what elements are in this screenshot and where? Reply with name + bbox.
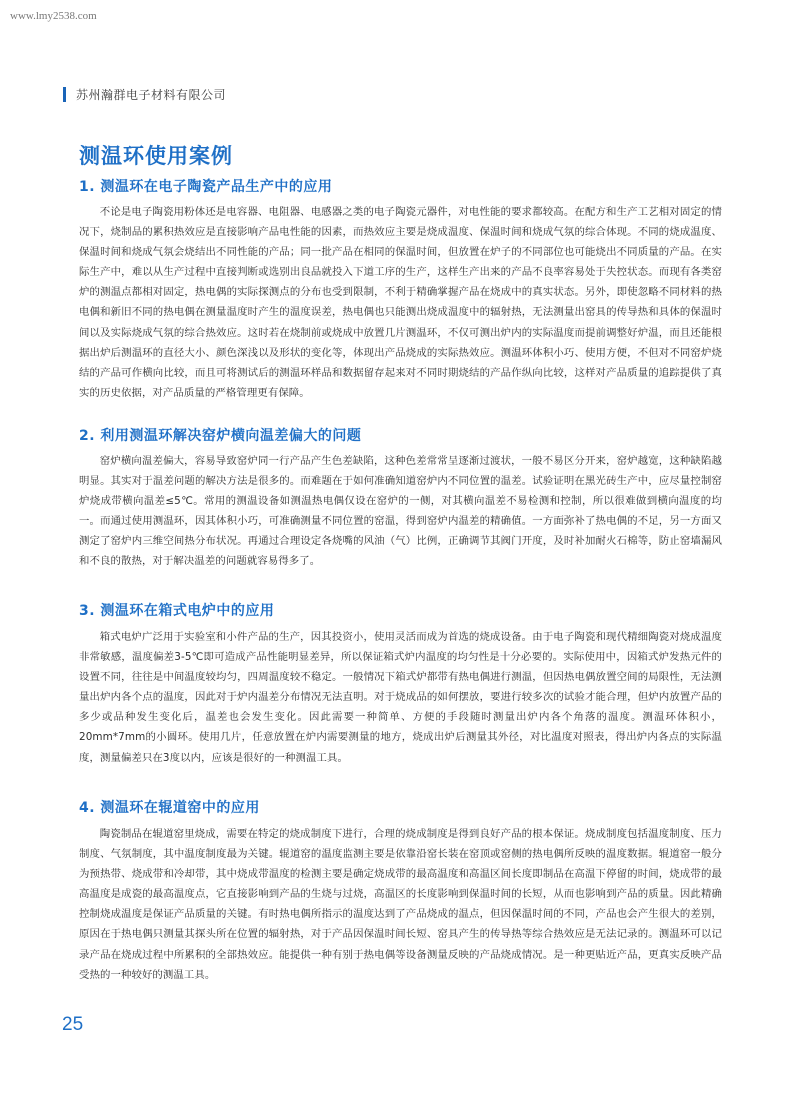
- section-body-2: 窑炉横向温差偏大，容易导致窑炉同一行产品产生色差缺陷，这种色差常常呈逐渐过渡状，一般不易区分开来，窑炉越宽，这种缺陷越明显。其实对于温差问题的解决方法是很多的。而难题在于如何准确知道窑炉内不同位置的温差。试验证明在黑光砖生产中，应尽量控制窑炉烧成带横向温差≤5℃。常用的测温设备如测温热电偶仅设在窑炉的一侧，对其横向温差不易检测和控制，所以很难做到横向温度的均一。而通过使用测温环，因其体积小巧，可准确测量不同位置的窑温，得到窑炉内温差的精确值。一方面弥补了热电偶的不足，另一方面又测定了窑炉内三维空间热分布状况。再通过合理设定各烧嘴的风油（气）比例，正确调节其阀门开度，及时补加耐火石棉等，防止窑墙漏风和不良的散热，对于解决温差的问题就容易得多了。: [79, 455, 722, 568]
- section-title-2: 2. 利用测温环解决窑炉横向温差偏大的问题: [79, 428, 362, 444]
- header-accent-bar: [63, 87, 66, 102]
- page-title: 测温环使用案例: [79, 144, 233, 168]
- section-body-3: 箱式电炉广泛用于实验室和小件产品的生产，因其投资小，使用灵活而成为首选的烧成设备。由于电子陶瓷和现代精细陶瓷对烧成温度非常敏感，温度偏差3-5℃即可造成产品性能明显差异，所以保证箱式炉内温度的均匀性是十分必要的。实际使用中，因箱式炉发热元件的设置不同，往往是中间温度较均匀，四周温度较不稳定。一般情况下箱式炉都带有热电偶进行测温，但因热电偶放置空间的局限性，无法测量出炉内各个点的温度，因此对于炉内温差分布情况无法直明。对于烧成品的如何摆放，要进行较多次的试验才能合理，但炉内放置产品的多少或品种发生变化后，温差也会发生变化。因此需要一种简单、方便的手段随时测量出炉内各个角落的温度。测温环体积小，20mm*7mm的小圆环。使用几片，任意放置在炉内需要测量的地方，烧成出炉后测量其外径，对比温度对照表，得出炉内各点的实际温度，测量偏差只在3度以内，应该是很好的一种测温工具。: [79, 631, 722, 764]
- page-header: [63, 86, 226, 102]
- section-body-4: 陶瓷制品在辊道窑里烧成，需要在特定的烧成制度下进行，合理的烧成制度是得到良好产品的根本保证。烧成制度包括温度制度、压力制度、气氛制度，其中温度制度最为关键。辊道窑的温度监测主要是依靠沿窑长装在窑顶或窑侧的热电偶所反映的温度数据。辊道窑一般分为预热带、烧成带和冷却带，其中烧成带温度的检测主要是确定烧成带的最高温度和高温区间长度即制品在高温下停留的时间，烧成带的最高温度是成瓷的最高温度点，它直接影响到产品的生烧与过烧，高温区的长度影响到保温时间的长短，从而也影响到产品的质量。因此精确控制烧成温度是保证产品质量的关键。有时热电偶所指示的温度达到了产品烧成的温点，但因保温时间的不同，产品也会产生很大的差别，原因在于热电偶只测量其探头所在位置的辐射热，对于产品因保温时间长短、窑具产生的传导热等综合热效应是无法记录的。测温环可以记录产品在烧成过程中所累积的全部热效应。能提供一种有别于热电偶等设备测量反映的产品烧成情况。是一种更贴近产品，更真实反映产品受热的一种较好的测温工具。: [79, 828, 722, 981]
- section-body-1: 不论是电子陶瓷用粉体还是电容器、电阻器、电感器之类的电子陶瓷元器件，对电性能的要求都较高。在配方和生产工艺相对固定的情况下，烧制品的累积热效应是直接影响产品电性能的因素，而热效应主要是烧成温度、保温时间和烧成气氛的综合体现。不同的烧成温度、保温时间和烧成气氛会烧结出不同性能的产品；同一批产品在相同的保温时间，但放置在炉子的不同部位也可能烧出不同质量的产品。在实际生产中，难以从生产过程中直接判断或选别出良品就投入下道工序的生产，这样生产出来的产品不良率容易处于失控状态。而现有各类窑炉的测温点都相对固定，热电偶的实际探测点的分布也受到限制，不利于精确掌握产品在烧成中的真实状态。另外，即使忽略不同材料的热电偶和新旧不同的热电偶在测量温度时产生的温度误差，热电偶也只能测出烧成温度中的辐射热，无法测量出窑具的传导热和具体的保温时间以及实际烧成气氛的综合热效应。这时若在烧制前或烧成中放置几片测温环，不仅可测出炉内的实际温度而提前调整好炉温，而且还能根据出炉后测温环的直径大小、颜色深浅以及形状的变化等，体现出产品烧成的实际热效应。测温环体积小巧、使用方便，不但对不同窑炉烧结的产品可作横向比较，而且可将测试后的测温环样品和数据留存起来对不同时期烧结的产品作纵向比较，这样对产品质量的追踪提供了真实的历史依据，对产品质量的严格管理更有保障。: [79, 206, 722, 399]
- company-name: 苏州瀚群电子材料有限公司: [76, 87, 227, 102]
- section-title-4: 4. 测温环在辊道窑中的应用: [79, 800, 260, 816]
- watermark: www.lmy2538.com: [10, 10, 97, 22]
- section-title-1: 1. 测温环在电子陶瓷产品生产中的应用: [79, 179, 333, 195]
- page-number: 25: [62, 1014, 84, 1035]
- section-title-3: 3. 测温环在箱式电炉中的应用: [79, 603, 275, 619]
